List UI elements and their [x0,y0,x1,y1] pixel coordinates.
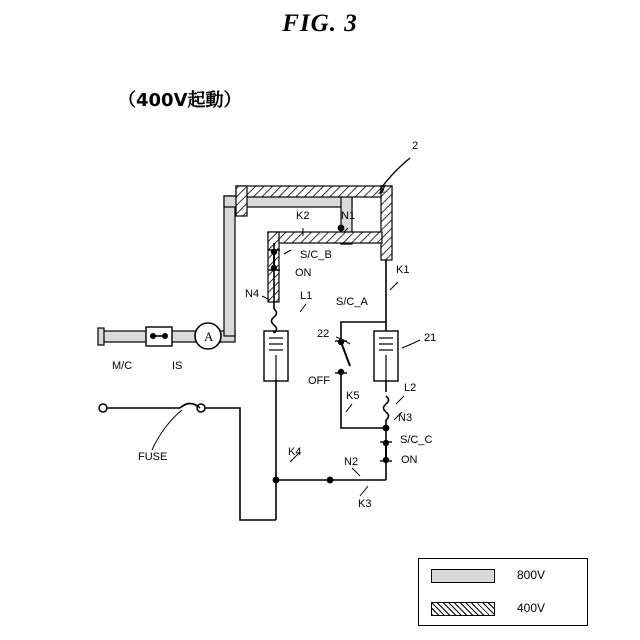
label-is: IS [172,360,183,372]
legend [418,558,588,626]
legend-label-800v: 800V [517,568,546,582]
label-k1: K1 [396,264,410,276]
transformer-left [264,331,288,381]
isolator-switch [146,327,172,346]
label-k4: K4 [288,446,302,458]
label-ammeter: A [204,329,214,344]
label-ref-2: 2 [412,140,419,152]
label-on-b: ON [295,267,312,279]
figure-title: FIG. 3 [282,10,358,37]
switch-sc-a [335,339,350,375]
bus-800v [98,196,352,345]
switch-sc-c [380,440,392,463]
legend-swatch-400v [431,602,495,616]
label-l2: L2 [404,382,417,394]
label-ref-22: 22 [317,328,330,340]
label-n4: N4 [245,288,260,300]
label-l1: L1 [300,290,313,302]
label-k3: K3 [358,498,372,510]
label-n2: N2 [344,456,359,468]
label-sc-b: S/C_B [300,249,332,261]
label-k5: K5 [346,390,360,402]
label-n1: N1 [341,210,356,222]
label-sc-c: S/C_C [400,434,433,446]
transformer-right [374,331,398,381]
legend-label-400v: 400V [517,601,546,615]
fuse-symbol [99,404,205,451]
label-fuse: FUSE [138,451,168,463]
legend-swatch-800v [431,569,495,583]
legend-item-400v [419,592,587,625]
label-k2: K2 [296,210,310,222]
label-off-a: OFF [308,375,330,387]
legend-item-800v [419,559,587,592]
label-on-c: ON [401,454,418,466]
junction-dots [273,225,390,484]
figure-subtitle: （400V起動） [118,90,242,111]
wiring [104,243,389,520]
ref-arrow [378,158,410,194]
label-mc: M/C [112,360,133,372]
label-n3: N3 [398,412,413,424]
label-sc-a: S/C_A [336,296,368,308]
label-ref-21: 21 [424,332,437,344]
